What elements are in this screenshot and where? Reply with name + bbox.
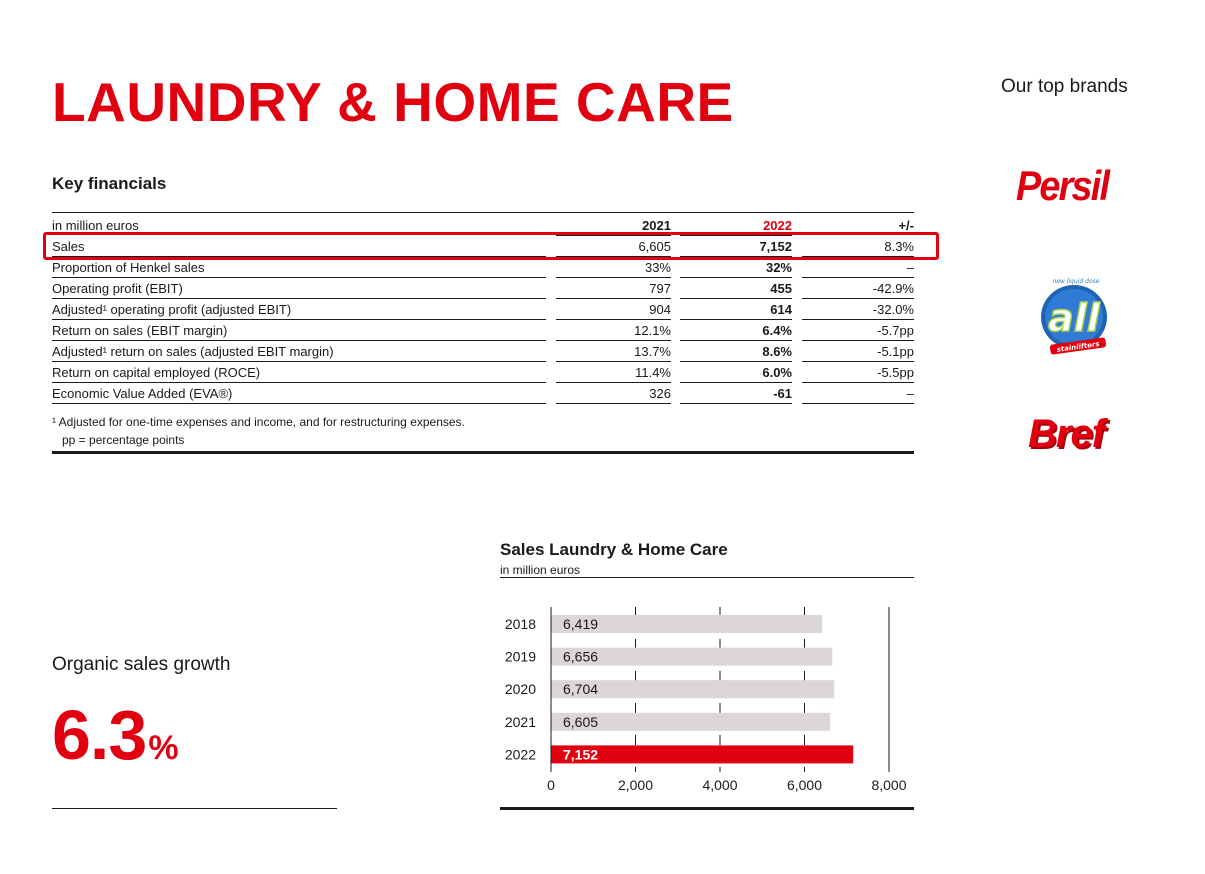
- organic-growth-label: Organic sales growth: [52, 654, 231, 675]
- bar-value-label: 6,419: [563, 616, 599, 632]
- bar-value-label: 7,152: [563, 746, 599, 763]
- all-logo-word: all: [1048, 296, 1100, 340]
- x-tick-label: 8,000: [871, 777, 907, 793]
- organic-growth-unit: %: [148, 729, 179, 767]
- brands-title: Our top brands: [1001, 76, 1128, 97]
- x-tick-label: 4,000: [702, 777, 738, 793]
- bar-value-label: 6,656: [563, 648, 599, 665]
- organic-growth-number: 6.3: [52, 696, 147, 774]
- chart-subtitle: in million euros: [500, 563, 581, 577]
- organic-growth-rule: [52, 808, 337, 809]
- category-label: 2018: [504, 616, 536, 632]
- page-title: LAUNDRY & HOME CARE: [52, 71, 734, 133]
- category-label: 2020: [504, 681, 536, 698]
- organic-growth-value: [52, 695, 179, 775]
- category-label: 2019: [504, 648, 536, 665]
- table-row: Return on sales (EBIT margin) 12.1% 6.4% -5.7pp: [52, 320, 914, 341]
- table-row: Economic Value Added (EVA®) 326 -61 –: [52, 383, 914, 404]
- table-row: Return on capital employed (ROCE) 11.4% 6.0% -5.5pp: [52, 362, 914, 383]
- table-row: Operating profit (EBIT) 797 455 -42.9%: [52, 278, 914, 299]
- all-logo-small-text: new liquid dose: [1052, 278, 1100, 285]
- footnote-pp: pp = percentage points: [62, 433, 185, 447]
- col-2022-header: 2022: [763, 218, 792, 233]
- x-tick-label: 2,000: [617, 777, 654, 793]
- unit-label: in million euros: [52, 218, 139, 233]
- chart-title: Sales Laundry & Home Care: [500, 540, 728, 559]
- bar-value-label: 6,605: [563, 713, 599, 730]
- col-2021-header: 2021: [642, 218, 671, 233]
- all-logo-tagline: stainlifters: [1056, 340, 1101, 354]
- col-change-header: +/-: [898, 218, 914, 233]
- key-financials-heading: Key financials: [52, 174, 167, 193]
- footnote-adjusted: ¹ Adjusted for one-time expenses and income, and for restructuring expenses.: [52, 415, 465, 429]
- x-tick-label: 0: [547, 777, 555, 793]
- category-label: 2022: [504, 746, 536, 763]
- x-tick-label: 6,000: [786, 777, 823, 793]
- category-label: 2021: [504, 713, 536, 730]
- bref-logo: Bref: [1028, 412, 1105, 456]
- table-row: Proportion of Henkel sales 33% 32% –: [52, 257, 914, 278]
- bar-value-label: 6,704: [563, 681, 599, 698]
- table-row: Adjusted¹ operating profit (adjusted EBIT) 904 614 -32.0%: [52, 299, 914, 320]
- table-row: Sales 6,605 7,152 8.3%: [52, 236, 914, 257]
- table-row: Adjusted¹ return on sales (adjusted EBIT margin) 13.7% 8.6% -5.1pp: [52, 341, 914, 362]
- persil-logo: Persil: [1016, 162, 1109, 209]
- chart-bottom-rule: [500, 807, 914, 810]
